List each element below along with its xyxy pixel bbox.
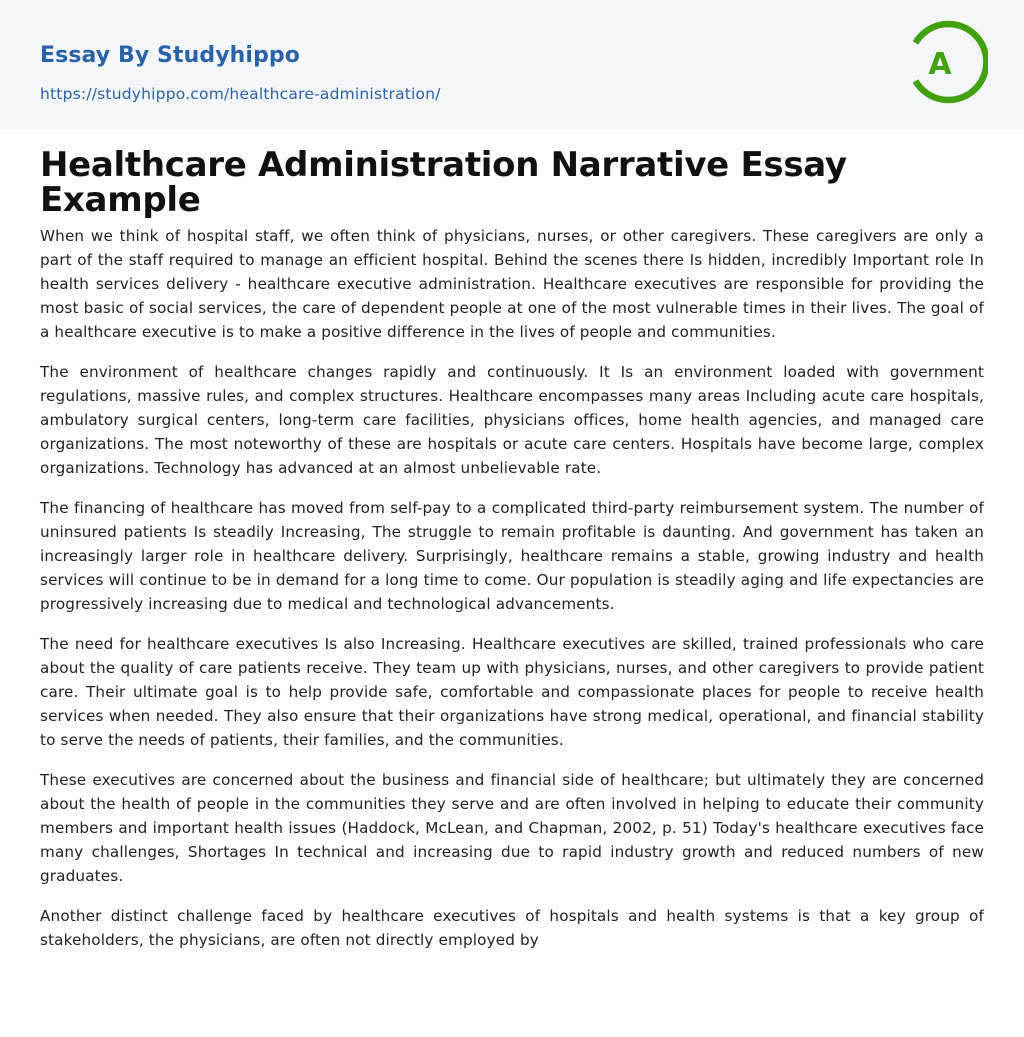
logo-letter: A — [928, 47, 952, 82]
essay-paragraph-5: These executives are concerned about the business and financial side of healthcare; but ultimately they are concerned about the health of people in the communities they serve and are often involved in helping to educate their community members and important health issues (Haddock, McLean, and Chapman, 2002, p. 51) Today's healthcare executives face many challenges, Shortages In technical and increasing due to rapid industry growth and reduced numbers of new graduates. — [40, 771, 984, 885]
essay-paragraph-2: The environment of healthcare changes rapidly and continuously. It Is an environment loaded with government regulations, massive rules, and complex structures. Healthcare encompasses many areas Including acute care hospitals, ambulatory surgical centers, long-term care facilities, physicians offices, home health agencies, and managed care organizations. The most noteworthy of these are hospitals or acute care centers. Hospitals have become large, complex organizations. Technology has advanced at an almost unbelievable rate. — [40, 363, 984, 477]
essay-paragraph-6: Another distinct challenge faced by healthcare executives of hospitals and health systems is that a key group of stakeholders, the physicians, are often not directly employed by — [40, 907, 984, 949]
essay-title: Healthcare Administration Narrative Essay Example — [40, 145, 847, 220]
studyhippo-logo-icon[interactable] — [904, 20, 988, 104]
essay-paragraph-1: When we think of hospital staff, we often think of physicians, nurses, or other caregivers. These caregivers are only a part of the staff required to manage an efficient hospital. Behind the scenes there Is hidden, incredibly Important role In health services delivery - healthcare executive administration. Healthcare executives are responsible for providing the most basic of social services, the care of dependent people at one of the most vulnerable times in their lives. The goal of a healthcare executive is to make a positive difference in the lives of people and communities. — [40, 227, 984, 341]
site-header — [0, 0, 1024, 129]
site-title: Essay By Studyhippo — [40, 43, 300, 68]
essay-paragraph-4: The need for healthcare executives Is also Increasing. Healthcare executives are skilled, trained professionals who care about the quality of care patients receive. They team up with physicians, nurses, and other caregivers to provide patient care. Their ultimate goal is to help provide safe, comfortable and compassionate places for people to receive health services when needed. They also ensure that their organizations have strong medical, operational, and financial stability to serve the needs of patients, their families, and the communities. — [40, 635, 984, 749]
essay-url-link[interactable]: https://studyhippo.com/healthcare-administration/ — [40, 85, 441, 103]
essay-paragraph-3: The financing of healthcare has moved from self-pay to a complicated third-party reimbursement system. The number of uninsured patients Is steadily Increasing, The struggle to remain profitable is daunting. And government has taken an increasingly larger role in healthcare delivery. Surprisingly, healthcare remains a stable, growing industry and health services will continue to be in demand for a long time to come. Our population is steadily aging and life expectancies are progressively increasing due to medical and technological advancements. — [40, 499, 984, 613]
essay-content — [40, 145, 984, 968]
